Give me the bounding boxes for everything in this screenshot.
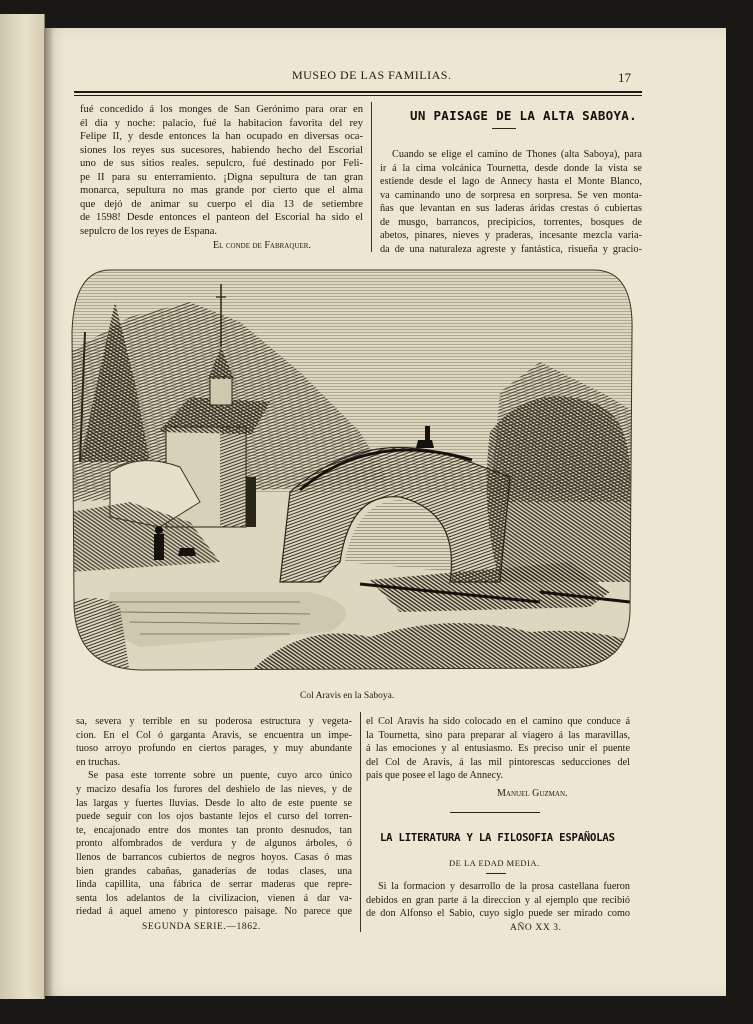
text-line: linda capillita, una fábrica de serrar maderas que repre- (76, 879, 352, 891)
text-line: que dejó de animar su cuerpo el dia 13 de setiembre (80, 198, 363, 210)
title-rule (492, 128, 516, 129)
header-rule (74, 91, 642, 93)
text-line: él día y noche: palacio, fué la habitacion favorita del rey (80, 117, 363, 129)
engraving-scene (70, 262, 634, 674)
text-line: ñas que levantan en sus laderas áridas crestas ó cubiertas (380, 203, 642, 215)
figure-caption: Col Aravis en la Saboya. (300, 691, 395, 701)
text-line: Cuando se elige el camino de Thones (alta Saboya), para (392, 149, 642, 160)
page-number: 17 (618, 70, 631, 85)
engraving-col-aravis (70, 262, 634, 674)
text-line: senta los adelantos de la civilizacion, vienen á dar va- (76, 892, 352, 904)
text-line: fué concedido á los monges de San Gerónimo para orar en (80, 104, 363, 115)
text-line: abetos, pinares, nieves y praderas, incesante mezcla varia- (380, 230, 642, 242)
text-line: da de una naturaleza agreste y fantástica, risueña y gracio- (380, 243, 642, 255)
text-line: te, encajonado entre dos montes tan pronto desnudos, tan (76, 824, 352, 836)
text-line: pronto alfombrados de verdura y de algunos árboles, ó (76, 838, 352, 850)
text-line: las largas y fuertes lluvias. Desde lo alto de este puente se (76, 797, 352, 809)
text-line: la Tournetta, sino para preparar al viagero á las maravillas, (366, 729, 630, 741)
text-line: del Col de Aravis, á las mil pintorescas seducciones del (366, 756, 630, 768)
text-line: puede seguir con los ojos bastante lejos el curso del torren- (76, 811, 352, 823)
text-line: bien grandes cabañas, ganaderías de todas clases, una (76, 865, 352, 877)
series-footer: SEGUNDA SERIE.—1862. (142, 922, 261, 932)
text-line: de 1598! Desde entonces el panteon del Escorial ha sido el (80, 212, 363, 224)
text-line: Felipe II, y desde entonces la han ocupado en diversas oca- (80, 131, 363, 143)
text-line: de don Alfonso el Sabio, cuyo siglo puede ser mirado como (366, 908, 630, 920)
text-line: en truchas. (76, 756, 121, 768)
gutter-shadow (44, 28, 54, 996)
text-line: pais que posee el lago de Annecy. (366, 770, 504, 782)
text-line: siones los reyes sus sucesores, habiendo hecho del Escorial (80, 144, 363, 156)
text-line: Se pasa este torrente sobre un puente, cuyo arco único (88, 770, 352, 782)
text-line: llenos de barrancos cubiertos de negros hoyos. Casas ó mas (76, 851, 352, 863)
column-divider-top (371, 102, 372, 252)
text-line: riedad á aquel ameno y pintoresco paisage. No parece que (76, 906, 352, 918)
escorial-paragraph (80, 103, 363, 238)
issue-footer: AÑO XX 3. (510, 923, 562, 933)
subtitle-rule (486, 873, 506, 874)
header-rule-thin (74, 95, 642, 96)
text-line: tuoso arroyo profundo en ciertos parages, y muy abundante (76, 743, 352, 755)
text-line: de musgo, barrancos, precipicios, torrentes, bosques de (380, 216, 642, 228)
article-title: LA LITERATURA Y LA FILOSOFIA ESPAÑOLAS (380, 832, 615, 844)
section-rule (450, 812, 540, 813)
saboya-right-column (366, 715, 630, 783)
text-line: pe II para su enterramiento. ¡Digna sepultura de tan gran (80, 171, 363, 183)
text-line: debidos en gran parte á la direccion y al ejemplo que recibió (366, 894, 630, 906)
text-line: el Col Aravis ha sido colocado en el camino que conduce á (366, 716, 630, 727)
text-line: sepulcro de los reyes de Espana. (80, 225, 218, 237)
article-title: UN PAISAGE DE LA ALTA SABOYA. (410, 108, 637, 123)
saboya-left-column (76, 715, 352, 919)
signature-fabraquer: El conde de Fabraquer. (213, 240, 311, 251)
text-line: á las emociones y al entusiasmo. Es preciso unir el puente (366, 743, 630, 755)
text-line: va caminando uno de sorpresa en sorpresa. Se ven monta- (380, 189, 642, 201)
text-line: sa, severa y terrible en su poderosa estructura y vegeta- (76, 716, 352, 727)
column-divider-bottom (360, 712, 361, 932)
literatura-paragraph (366, 880, 630, 921)
text-line: y macizo desafía los furores del deshielo de las nieves, y de (76, 783, 352, 795)
article-subtitle: DE LA EDAD MEDIA. (449, 858, 540, 868)
text-line: estiende desde el lago de Annecy hasta el Monte Blanco, (380, 176, 642, 188)
text-line: uno de sus sitios reales. sepulcro, fué destinado por Feli- (80, 158, 363, 170)
saboya-intro-paragraph (380, 148, 642, 256)
signature-guzman: Manuel Guzman. (497, 788, 568, 799)
text-line: Si la formacion y desarrollo de la prosa castellana fueron (378, 881, 630, 892)
facing-page-edge (0, 14, 45, 999)
text-line: monarca, sepultura no mas grande por cierto que el alma (80, 185, 363, 197)
text-line: cion. En el Col ó garganta Aravis, se encuentra un impe- (76, 729, 352, 741)
running-title: MUSEO DE LAS FAMILIAS. (292, 68, 452, 82)
text-line: ir á la cima volcánica Tournetta, desde donde la vista se (380, 162, 642, 174)
